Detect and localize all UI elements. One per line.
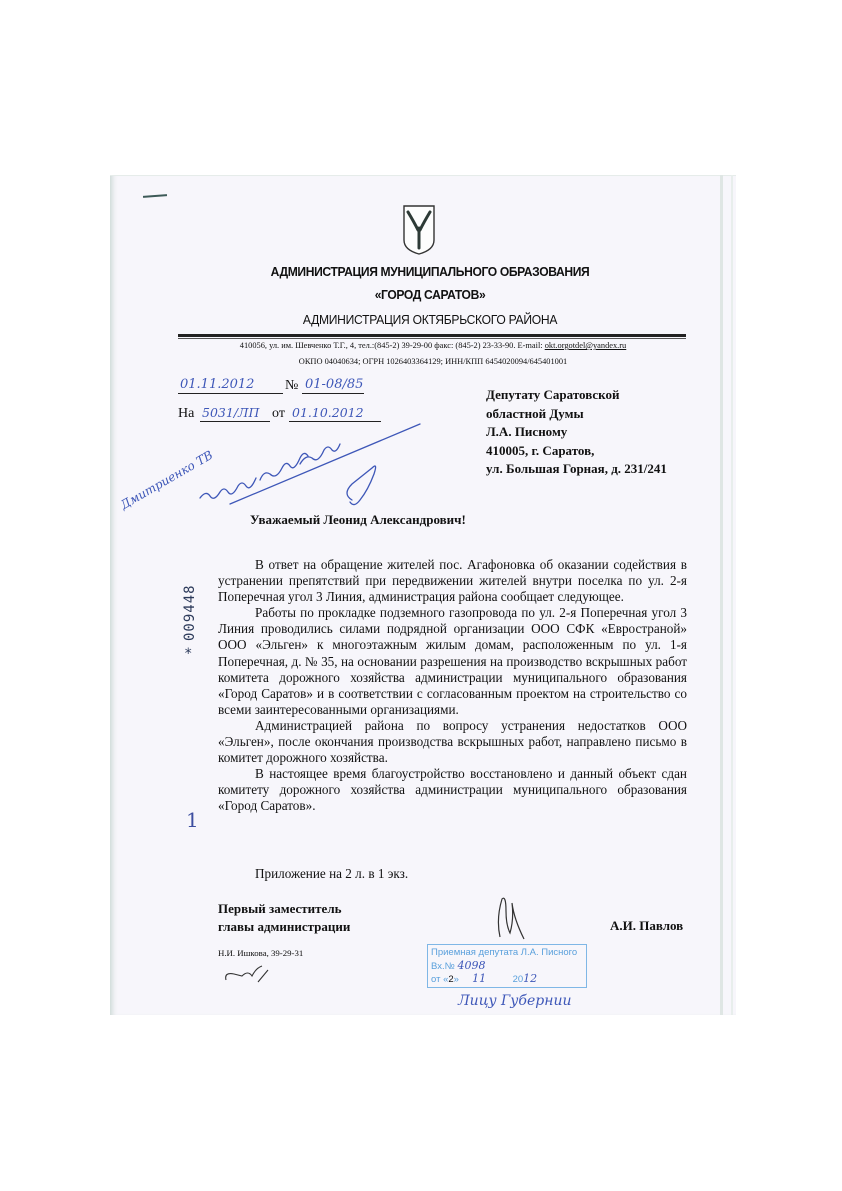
body-paragraph: В ответ на обращение жителей пос. Агафоновка об оказании содействия в устранении препятствий при передвижении жителей внутри поселка по ул. 2-я Поперечная угол 3 Линия, администрация района сообщает следующее. xyxy=(218,557,687,605)
stamp-in-label: Вх.№ xyxy=(431,961,455,972)
scan-edge-top xyxy=(110,175,736,176)
letterhead-line-1: АДМИНИСТРАЦИЯ МУНИЦИПАЛЬНОГО ОБРАЗОВАНИЯ xyxy=(270,264,590,279)
body-paragraph: Работы по прокладке подземного газопровода по ул. 2-я Поперечная угол 3 Линия проводились силами подрядной организации ООО СФК «Евространой» ООО «Эльген» к многоэтажным жилым домам, расположенным по ул. 1-я Поперечная, д. № 35, на основании разрешения на производство вскрышных работ комитета дорожного хозяйства администрации муниципального образования «Город Саратов» и в соответствии с согласованным проектом на строительство со всеми заинтересованными организациями. xyxy=(218,605,687,717)
signatory-title xyxy=(218,900,350,936)
outgoing-date: 01.11.2012 xyxy=(180,377,255,392)
handwritten-resolution xyxy=(190,420,460,510)
salutation: Уважаемый Леонид Александрович! xyxy=(250,512,466,527)
executor-contact: Н.И. Ишкова, 39-29-31 xyxy=(218,948,304,958)
letter-body xyxy=(218,557,687,815)
outgoing-date-line xyxy=(178,393,283,394)
signature-scribble xyxy=(490,893,530,941)
recipient-line: 410005, г. Саратов, xyxy=(486,442,595,458)
stamp-from-label: от « xyxy=(431,974,449,985)
scan-edge-right-outer xyxy=(731,175,733,1015)
stamp-in-number: 4098 xyxy=(457,959,486,972)
email-link[interactable]: okt.orgotdel@yandex.ru xyxy=(544,341,627,350)
handwritten-bottom-note: Лицу Губернии xyxy=(458,993,572,1009)
in-reply-date: 01.10.2012 xyxy=(292,405,364,420)
stamp-year-prefix: 20 xyxy=(512,974,524,985)
in-reply-label: На xyxy=(178,406,195,421)
outgoing-number-line xyxy=(302,393,364,394)
recipient-line: Л.А. Писному xyxy=(486,424,568,439)
stamp-day: 2 xyxy=(448,974,454,985)
letterhead-line-3: АДМИНИСТРАЦИЯ ОКТЯБРЬСКОГО РАЙОНА xyxy=(302,312,558,327)
recipient-block xyxy=(486,386,667,479)
in-reply-number: 5031/ЛП xyxy=(202,405,260,420)
recipient-line: областной Думы xyxy=(486,405,584,421)
margin-mark: 1 xyxy=(186,808,199,832)
letterhead-codes: ОКПО 04040634; ОГРН 1026403364129; ИНН/КПП 6454020094/645401001 xyxy=(298,357,568,366)
serial-star: * xyxy=(184,646,193,662)
recipient-line: ул. Большая Горная, д. 231/241 xyxy=(486,461,667,476)
stamp-in-row xyxy=(431,959,583,972)
signatory-title-line: Первый заместитель xyxy=(218,901,342,916)
outgoing-number: 01-08/85 xyxy=(305,377,364,392)
outgoing-number-label: № xyxy=(285,378,299,393)
stamp-title: Приемная депутата Л.А. Писного xyxy=(431,947,578,958)
stamp-year-suffix: 12 xyxy=(523,972,538,985)
signatory-name: А.И. Павлов xyxy=(610,918,684,933)
address-text: 410056, ул. им. Шевченко Т.Г., 4, тел.:(845-2) 39-29-00 факс: (845-2) 23-33-90. E-mail: xyxy=(239,341,545,350)
saratov-coat-of-arms-icon xyxy=(402,204,436,256)
stamp-date-row xyxy=(431,972,583,985)
stamp-quote-close: » xyxy=(453,974,459,985)
letterhead-rule-thin xyxy=(178,338,686,339)
handwritten-addressee: Дмитриенко ТВ xyxy=(118,447,216,513)
body-paragraph: В настоящее время благоустройство восстановлено и данный объект сдан комитету дорожного хозяйства администрации муниципального образования «Город Саратов». xyxy=(218,766,687,814)
letterhead-rule-thick xyxy=(178,334,686,337)
recipient-line: Депутату Саратовской xyxy=(486,387,620,402)
incoming-stamp xyxy=(427,944,587,988)
executor-initials xyxy=(222,962,272,986)
serial-number: 009448 xyxy=(182,584,198,641)
letterhead-address xyxy=(178,341,688,350)
stamp-month: 11 xyxy=(472,972,487,985)
signatory-title-line: главы администрации xyxy=(218,919,351,934)
in-reply-from-label: от xyxy=(272,406,285,421)
attachment-note: Приложение на 2 л. в 1 экз. xyxy=(255,866,409,881)
letterhead-line-2: «ГОРОД САРАТОВ» xyxy=(374,287,486,302)
body-paragraph: Администрацией района по вопросу устранения недостатков ООО «Эльген», после окончания производства вскрышных работ, направлено письмо в комитет дорожного хозяйства. xyxy=(218,717,687,766)
scan-edge-right xyxy=(720,175,723,1015)
